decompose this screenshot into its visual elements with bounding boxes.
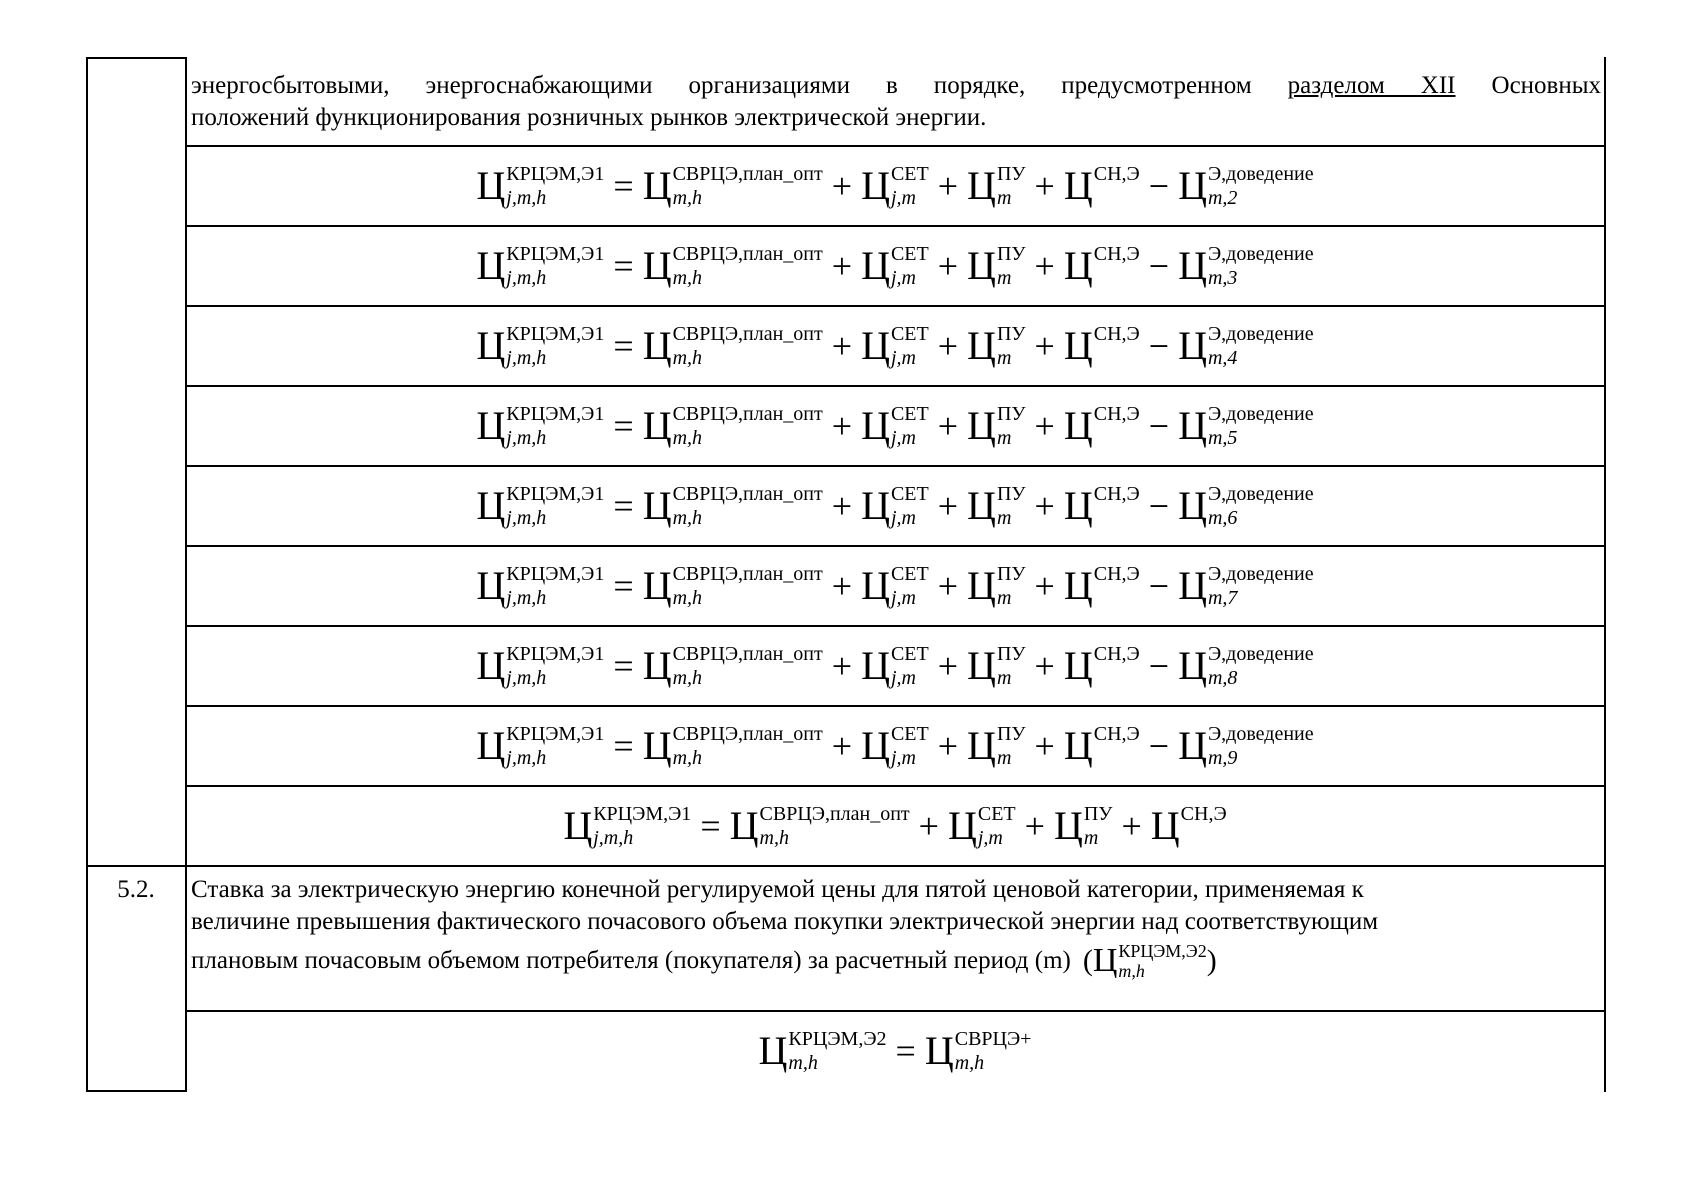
table-bottom-border bbox=[86, 1090, 186, 1092]
term-sn: Ц СН,Э bbox=[1063, 563, 1140, 608]
section-xii-link[interactable]: разделом XII bbox=[1287, 72, 1456, 99]
formula bbox=[476, 564, 1313, 608]
term-dov: Ц Э,доведение m,2 bbox=[1178, 163, 1314, 209]
plus-sign: + bbox=[831, 726, 853, 766]
plus-sign: + bbox=[1034, 326, 1055, 366]
formula bbox=[476, 644, 1313, 688]
term-pu: Ц ПУ m bbox=[967, 323, 1026, 369]
term-pu: Ц ПУ m bbox=[967, 243, 1026, 289]
formula-row-6 bbox=[186, 466, 1604, 546]
plus-sign: + bbox=[1034, 406, 1055, 446]
minus-sign: − bbox=[1148, 246, 1170, 286]
equals-sign: = bbox=[613, 486, 634, 526]
plus-sign: + bbox=[937, 726, 959, 766]
section-line-2: величине превышения фактического почасового объема покупки электрической энергии над соответствующим bbox=[191, 908, 1379, 935]
term-pu: Ц ПУ m bbox=[967, 163, 1026, 209]
equals-sign: = bbox=[613, 406, 634, 446]
term-svr: Ц СВРЦЭ,план_опт m,h bbox=[642, 563, 823, 609]
plus-sign: + bbox=[937, 486, 959, 526]
plus-sign: + bbox=[937, 166, 959, 206]
term-svr: Ц СВРЦЭ,план_опт m,h bbox=[642, 323, 823, 369]
term-sn: Ц СН,Э bbox=[1063, 643, 1140, 688]
plus-sign: + bbox=[1034, 246, 1055, 286]
left-outer-border bbox=[86, 57, 88, 1092]
term-set: Ц СЕТ j,m bbox=[861, 403, 929, 449]
minus-sign: − bbox=[1148, 166, 1170, 206]
term-sn: Ц СН,Э bbox=[1063, 483, 1140, 528]
plus-sign: + bbox=[937, 566, 959, 606]
plus-sign: + bbox=[1024, 806, 1045, 846]
term-pu: Ц ПУ m bbox=[967, 403, 1026, 449]
equals-sign: = bbox=[613, 166, 634, 206]
term-dov: Ц Э,доведение m,9 bbox=[1178, 723, 1314, 769]
equals-sign: = bbox=[613, 726, 634, 766]
formula-row-7 bbox=[186, 546, 1604, 626]
table-top-border bbox=[86, 57, 186, 59]
term-set: Ц СЕТ j,m bbox=[861, 563, 929, 609]
formula-row-e2 bbox=[186, 1011, 1604, 1091]
term-set: Ц СЕТ j,m bbox=[861, 723, 929, 769]
term-pu: Ц ПУ m bbox=[967, 483, 1026, 529]
plus-sign: + bbox=[1034, 726, 1055, 766]
formula-row-2 bbox=[186, 146, 1604, 226]
term-set: Ц СЕТ j,m bbox=[861, 483, 929, 529]
term-svr: Ц СВРЦЭ,план_опт m,h bbox=[642, 243, 823, 289]
term-set: Ц СЕТ j,m bbox=[861, 323, 929, 369]
plus-sign: + bbox=[937, 646, 959, 686]
section-paragraph bbox=[191, 874, 1601, 980]
plus-sign: + bbox=[831, 166, 853, 206]
term-krc: Ц КРЦЭМ,Э1 j,m,h bbox=[476, 403, 605, 449]
intro-text: энергосбытовыми, энергоснабжающими организациями в порядке, предусмотренном bbox=[191, 72, 1252, 99]
term-sn: Ц СН,Э bbox=[1063, 243, 1140, 288]
term-krc: Ц КРЦЭМ,Э1 j,m,h bbox=[476, 483, 605, 529]
term-dov: Ц Э,доведение m,4 bbox=[1178, 323, 1314, 369]
term-sn: Ц СН,Э bbox=[1063, 723, 1140, 768]
term-svr: Ц СВРЦЭ,план_опт m,h bbox=[642, 643, 823, 689]
term-krc: Ц КРЦЭМ,Э1 j,m,h bbox=[476, 243, 605, 289]
plus-sign: + bbox=[1034, 566, 1055, 606]
section-line-3-text: плановым почасовым объемом потребителя (покупателя) за расчетный период (m) bbox=[191, 947, 1071, 974]
term-dov: Ц Э,доведение m,5 bbox=[1178, 403, 1314, 449]
term-svr: Ц СВРЦЭ,план_опт m,h bbox=[642, 483, 823, 529]
term-pu: Ц ПУ m bbox=[967, 643, 1026, 689]
minus-sign: − bbox=[1148, 406, 1170, 446]
term-sn: Ц СН,Э bbox=[1150, 803, 1227, 848]
formula bbox=[476, 164, 1313, 208]
minus-sign: − bbox=[1148, 486, 1170, 526]
term-dov: Ц Э,доведение m,7 bbox=[1178, 563, 1314, 609]
section-line-1: Ставка за электрическую энергию конечной регулируемой цены для пятой ценовой категории, применяемая к bbox=[191, 876, 1364, 903]
term-krc: Ц КРЦЭМ,Э1 j,m,h bbox=[476, 563, 605, 609]
term-sn: Ц СН,Э bbox=[1063, 163, 1140, 208]
plus-sign: + bbox=[831, 566, 853, 606]
equals-sign: = bbox=[613, 646, 634, 686]
formula-row-3 bbox=[186, 226, 1604, 306]
formula bbox=[759, 1029, 1032, 1073]
formula-row-base bbox=[186, 786, 1604, 866]
equals-sign: = bbox=[700, 806, 721, 846]
intro-paragraph bbox=[191, 70, 1601, 134]
term-set: Ц СЕТ j,m bbox=[861, 643, 929, 689]
plus-sign: + bbox=[918, 806, 939, 846]
section-number: 5.2. bbox=[117, 876, 155, 903]
equals-sign: = bbox=[895, 1031, 916, 1071]
term-pu: Ц ПУ m bbox=[967, 723, 1026, 769]
right-outer-border bbox=[1604, 57, 1606, 1092]
plus-sign: + bbox=[937, 326, 959, 366]
plus-sign: + bbox=[831, 646, 853, 686]
formula-row-9 bbox=[186, 706, 1604, 786]
term-set: Ц СЕТ j,m bbox=[861, 243, 929, 289]
formula bbox=[476, 324, 1313, 368]
plus-sign: + bbox=[937, 246, 959, 286]
term-pu: Ц ПУ m bbox=[1053, 803, 1113, 849]
term-svr: Ц СВРЦЭ,план_опт m,h bbox=[729, 803, 910, 849]
inline-formula: ( Ц КРЦЭМ,Э2 m,h ) bbox=[1082, 941, 1217, 981]
term-krc: Ц КРЦЭМ,Э1 j,m,h bbox=[476, 163, 605, 209]
term-dov: Ц Э,доведение m,8 bbox=[1178, 643, 1314, 689]
formula bbox=[476, 724, 1313, 768]
formula bbox=[476, 484, 1313, 528]
equals-sign: = bbox=[613, 246, 634, 286]
term-svr-plus: Ц СВРЦЭ+ m,h bbox=[924, 1028, 1032, 1074]
term-sn: Ц СН,Э bbox=[1063, 323, 1140, 368]
plus-sign: + bbox=[1034, 646, 1055, 686]
minus-sign: − bbox=[1148, 646, 1170, 686]
section-line-3 bbox=[191, 942, 1601, 980]
term-dov: Ц Э,доведение m,3 bbox=[1178, 243, 1314, 289]
formula-row-8 bbox=[186, 626, 1604, 706]
formula bbox=[476, 404, 1313, 448]
term-krc: Ц КРЦЭМ,Э1 j,m,h bbox=[476, 643, 605, 689]
term-set: Ц СЕТ j,m bbox=[947, 803, 1016, 849]
plus-sign: + bbox=[1034, 166, 1055, 206]
term-svr: Ц СВРЦЭ,план_опт m,h bbox=[642, 403, 823, 449]
intro-text: Основных bbox=[1491, 72, 1602, 99]
intro-line-1 bbox=[191, 70, 1601, 102]
plus-sign: + bbox=[831, 326, 853, 366]
plus-sign: + bbox=[1121, 806, 1142, 846]
term-krc: Ц КРЦЭМ,Э1 j,m,h bbox=[563, 803, 692, 849]
formula bbox=[563, 804, 1226, 848]
plus-sign: + bbox=[831, 246, 853, 286]
equals-sign: = bbox=[613, 326, 634, 366]
term-krc: Ц КРЦЭМ,Э1 j,m,h bbox=[476, 723, 605, 769]
minus-sign: − bbox=[1148, 326, 1170, 366]
intro-line-2: положений функционирования розничных рынков электрической энергии. bbox=[191, 104, 987, 131]
formula-row-5 bbox=[186, 386, 1604, 466]
minus-sign: − bbox=[1148, 566, 1170, 606]
minus-sign: − bbox=[1148, 726, 1170, 766]
plus-sign: + bbox=[831, 486, 853, 526]
term-krc: Ц КРЦЭМ,Э1 j,m,h bbox=[476, 323, 605, 369]
term-svr: Ц СВРЦЭ,план_опт m,h bbox=[642, 163, 823, 209]
term-sn: Ц СН,Э bbox=[1063, 403, 1140, 448]
term-set: Ц СЕТ j,m bbox=[861, 163, 929, 209]
term-dov: Ц Э,доведение m,6 bbox=[1178, 483, 1314, 529]
term-pu: Ц ПУ m bbox=[967, 563, 1026, 609]
term-krc2: Ц КРЦЭМ,Э2 m,h bbox=[758, 1028, 887, 1074]
term-svr: Ц СВРЦЭ,план_опт m,h bbox=[642, 723, 823, 769]
equals-sign: = bbox=[613, 566, 634, 606]
plus-sign: + bbox=[937, 406, 959, 446]
formula-row-4 bbox=[186, 306, 1604, 386]
plus-sign: + bbox=[831, 406, 853, 446]
plus-sign: + bbox=[1034, 486, 1055, 526]
formula bbox=[476, 244, 1313, 288]
